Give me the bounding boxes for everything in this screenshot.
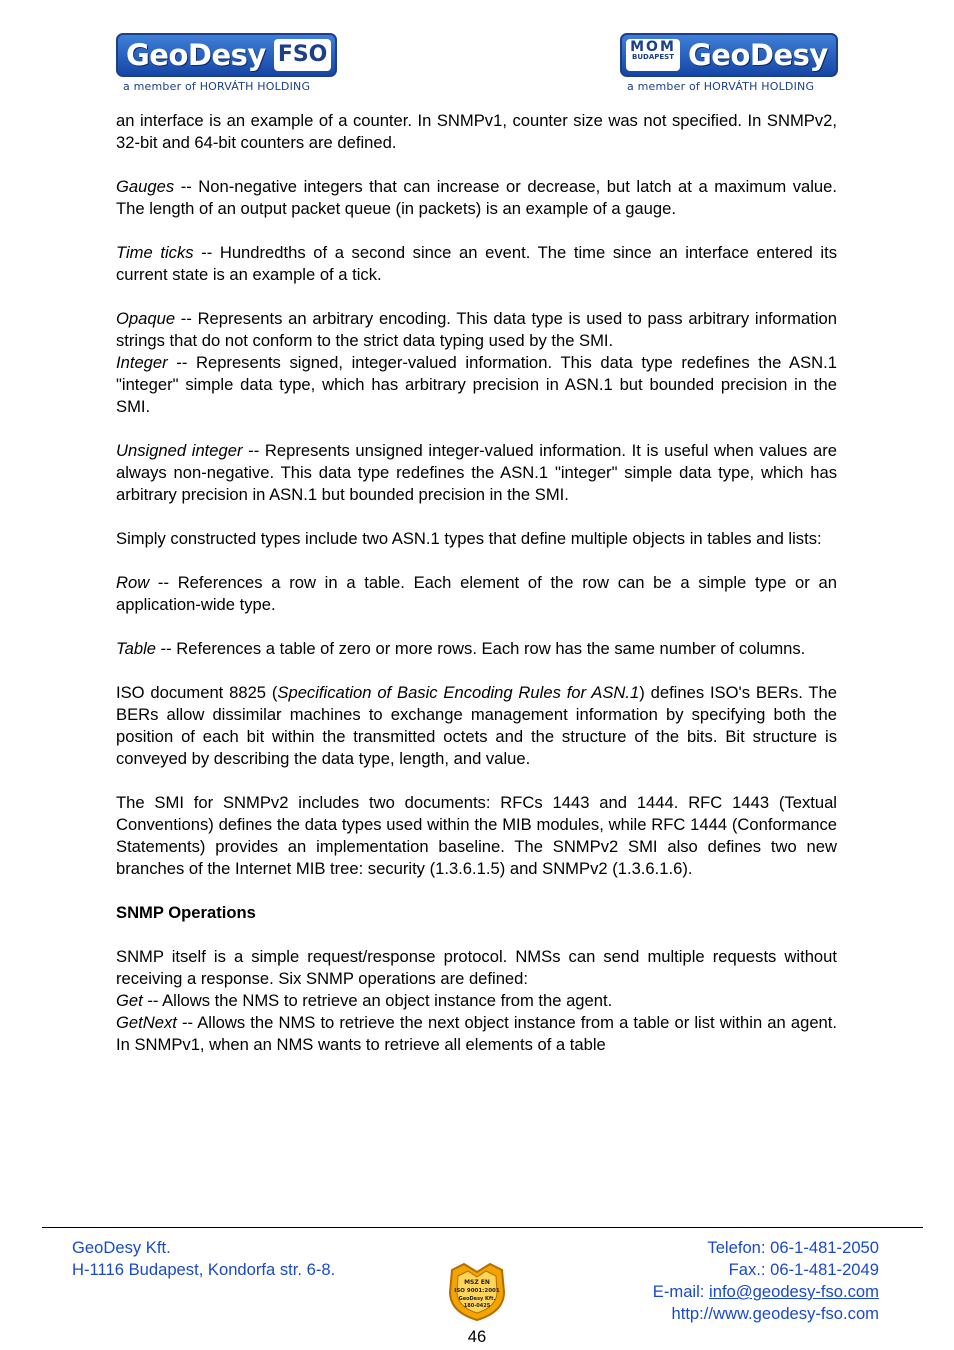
- paragraph-get: Get -- Allows the NMS to retrieve an object instance from the agent.: [116, 991, 613, 1010]
- phone-number: Telefon: 06-1-481-2050: [707, 1238, 879, 1257]
- term-unsigned-integer: Unsigned integer: [116, 441, 243, 460]
- paragraph-gauges: Gauges -- Non-negative integers that can increase or decrease, but latch at a maximum value. The length of an output packet queue (in packets) is an example of a gauge.: [116, 177, 837, 218]
- paragraph-snmp-protocol: SNMP itself is a simple request/response protocol. NMSs can send multiple requests without receiving a response. Six SNMP operations are defined:: [116, 947, 837, 988]
- logo-tagline: a member of HORVÁTH HOLDING: [627, 80, 815, 93]
- footer-address-block: [72, 1237, 335, 1281]
- footer-divider: [42, 1227, 923, 1228]
- svg-text:ISO 9001:2001: ISO 9001:2001: [454, 1288, 500, 1294]
- term-ber-spec: Specification of Basic Encoding Rules for ASN.1: [277, 683, 640, 702]
- footer-contact-block: [653, 1237, 879, 1325]
- paragraph-opaque: Opaque -- Represents an arbitrary encoding. This data type is used to pass arbitrary information strings that do not conform to the strict data typing used by the SMI.: [116, 309, 837, 350]
- term-opaque: Opaque: [116, 309, 176, 328]
- website-link[interactable]: http://www.geodesy-fso.com: [671, 1304, 879, 1323]
- term-table: Table: [116, 639, 156, 658]
- logo-fso-badge: FSO: [274, 39, 332, 71]
- paragraph-getnext: GetNext -- Allows the NMS to retrieve the next object instance from a table or list within an agent. In SNMPv1, when an NMS wants to retrieve all elements of a table: [116, 1013, 837, 1054]
- paragraph-constructed-types: Simply constructed types include two ASN.1 types that define multiple objects in tables and lists:: [116, 529, 822, 548]
- company-address: H-1116 Budapest, Kondorfa str. 6-8.: [72, 1260, 336, 1279]
- fax-number: Fax.: 06-1-481-2049: [728, 1260, 879, 1279]
- paragraph-counter: an interface is an example of a counter. In SNMPv1, counter size was not specified. In SNMPv2, 32-bit and 64-bit counters are defined.: [116, 111, 837, 152]
- company-name: GeoDesy Kft.: [72, 1238, 171, 1257]
- mom-geodesy-logo: [620, 33, 838, 93]
- iso-certification-badge-icon: [446, 1262, 508, 1322]
- term-get: Get: [116, 991, 143, 1010]
- svg-text:GeoDesy Kft.: GeoDesy Kft.: [458, 1296, 496, 1302]
- paragraph-smi-snmpv2: The SMI for SNMPv2 includes two documents: RFCs 1443 and 1444. RFC 1443 (Textual Conventions) defines the data types used within the MIB modules, while RFC 1444 (Conformance Statements) provides an implementation baseline. The SNMPv2 SMI also defines two new branches of the Internet MIB tree: security (1.3.6.1.5) and SNMPv2 (1.3.6.1.6).: [116, 793, 837, 878]
- term-row: Row: [116, 573, 150, 592]
- logo-tagline: a member of HORVÁTH HOLDING: [123, 80, 311, 93]
- term-time-ticks: Time ticks: [116, 243, 194, 262]
- paragraph-integer: Integer -- Represents signed, integer-valued information. This data type redefines the ASN.1 "integer" simple data type, which has arbitrary precision in ASN.1 but bounded precision in the SMI.: [116, 353, 837, 416]
- term-integer: Integer: [116, 353, 168, 372]
- email-line: E-mail: info@geodesy-fso.com: [652, 1282, 879, 1301]
- page-number: 46: [467, 1327, 487, 1346]
- logo-mom-badge: MOM BUDAPEST: [626, 39, 680, 71]
- logo-wordmark: GeoDesy: [126, 38, 266, 72]
- paragraph-row: Row -- References a row in a table. Each element of the row can be a simple type or an application-wide type.: [116, 573, 837, 614]
- paragraph-table: Table -- References a table of zero or more rows. Each row has the same number of columns.: [116, 639, 806, 658]
- email-link[interactable]: info@geodesy-fso.com: [709, 1282, 879, 1301]
- section-heading: SNMP Operations: [116, 903, 256, 922]
- svg-text:MSZ EN: MSZ EN: [464, 1279, 490, 1286]
- paragraph-time-ticks: Time ticks -- Hundredths of a second since an event. The time since an interface entered its current state is an example of a tick.: [116, 243, 838, 284]
- term-gauges: Gauges: [116, 177, 175, 196]
- paragraph-iso-8825: ISO document 8825 (Specification of Basic Encoding Rules for ASN.1) defines ISO's BERs. The BERs allow dissimilar machines to exchange management information by specifying both the position of each bit within the transmitted octets and the structure of the bits. Bit structure is conveyed by describing the data type, length, and value.: [116, 683, 837, 768]
- term-getnext: GetNext: [116, 1013, 177, 1032]
- logo-wordmark: GeoDesy: [688, 38, 828, 72]
- geodesy-fso-logo: [116, 33, 337, 93]
- page-body: [116, 110, 837, 1056]
- paragraph-unsigned-integer: Unsigned integer -- Represents unsigned integer-valued information. It is useful when values are always non-negative. This data type redefines the ASN.1 "integer" simple data type, which has arbitrary precision in ASN.1 but bounded precision in the SMI.: [116, 441, 837, 504]
- svg-text:180-0425: 180-0425: [463, 1303, 491, 1309]
